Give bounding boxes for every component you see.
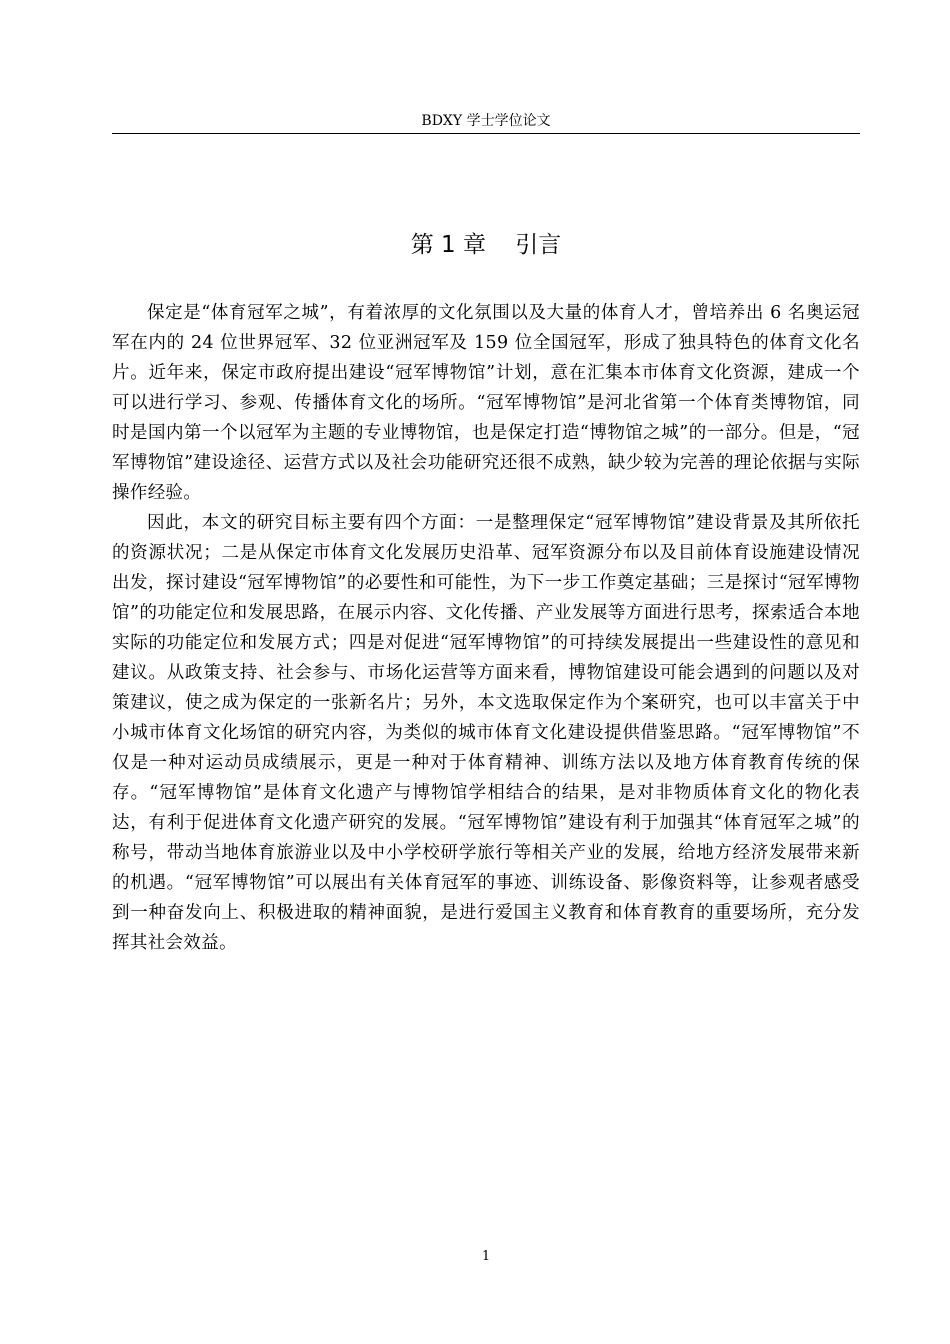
- paragraph-1: 保定是“体育冠军之城”，有着浓厚的文化氛围以及大量的体育人才，曾培养出 6 名奥运冠军在内的 24 位世界冠军、32 位亚洲冠军及 159 位全国冠军，形成了独具特色的体育文化名片。近年来，保定市政府提出建设“冠军博物馆”计划，意在汇集本市体育文化资源，建成一个可以进行学习、参观、传播体育文化的场所。“冠军博物馆”是河北省第一个体育类博物馆，同时是国内第一个以冠军为主题的专业博物馆，也是保定打造“博物馆之城”的一部分。但是，“冠军博物馆”建设途径、运营方式以及社会功能研究还很不成熟，缺少较为完善的理论依据与实际操作经验。: [112, 303, 860, 503]
- header-rule: [112, 133, 860, 134]
- chapter-title: 第 1 章 引言: [410, 232, 562, 258]
- paragraph-2: 因此，本文的研究目标主要有四个方面：一是整理保定“冠军博物馆”建设背景及其所依托的资源状况；二是从保定市体育文化发展历史沿革、冠军资源分布以及目前体育设施建设情况出发，探讨建设“冠军博物馆”的必要性和可能性，为下一步工作奠定基础；三是探讨“冠军博物馆”的功能定位和发展思路，在展示内容、文化传播、产业发展等方面进行思考，探索适合本地实际的功能定位和发展方式；四是对促进“冠军博物馆”的可持续发展提出一些建设性的意见和建议。从政策支持、社会参与、市场化运营等方面来看，博物馆建设可能会遇到的问题以及对策建议，使之成为保定的一张新名片；另外，本文选取保定作为个案研究，也可以丰富关于中小城市体育文化场馆的研究内容，为类似的城市体育文化建设提供借鉴思路。“冠军博物馆”不仅是一种对运动员成绩展示，更是一种对于体育精神、训练方法以及地方体育教育传统的保存。“冠军博物馆”是体育文化遗产与博物馆学相结合的结果，是对非物质体育文化的物化表达，有利于促进体育文化遗产研究的发展。“冠军博物馆”建设有利于加强其“体育冠军之城”的称号，带动当地体育旅游业以及中小学校研学旅行等相关产业的发展，给地方经济发展带来新的机遇。“冠军博物馆”可以展出有关体育冠军的事迹、训练设备、影像资料等，让参观者感受到一种奋发向上、积极进取的精神面貌，是进行爱国主义教育和体育教育的重要场所，充分发挥其社会效益。: [112, 513, 860, 953]
- page-number: 1: [481, 1249, 491, 1264]
- body-text: [112, 298, 860, 958]
- running-header: BDXY 学士学位论文: [421, 113, 551, 129]
